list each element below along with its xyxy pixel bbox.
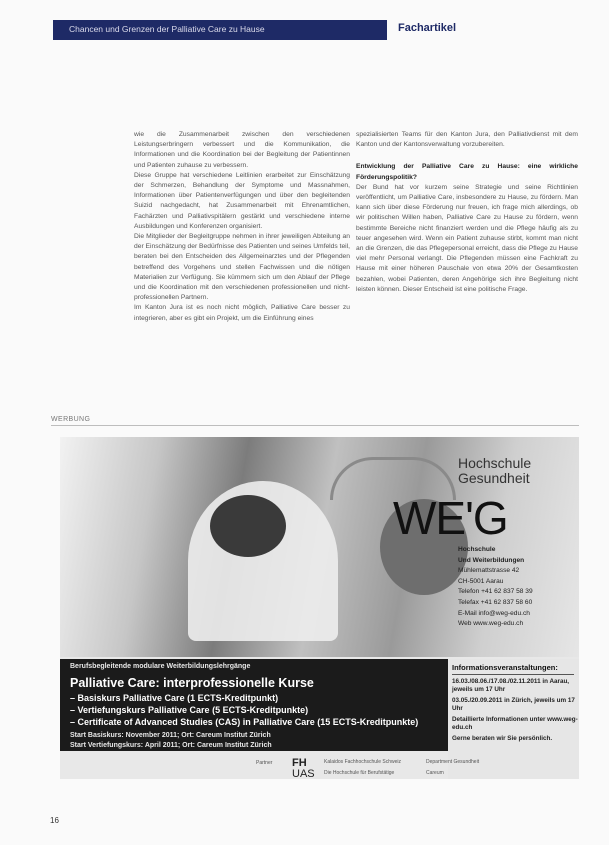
- ad-contact-line: Hochschule: [458, 546, 496, 553]
- article-paragraph: Im Kanton Jura ist es noch nicht möglich, Palliative Care besser zu integrieren, aber es gibt ein Projekt, um die Einführung eines: [134, 304, 350, 322]
- ad-info-title: Informationsveranstaltungen:: [452, 663, 558, 672]
- article-paragraph: Die Mitglieder der Begleitgruppe nehmen in ihrer jeweiligen Abteilung an der Einschätzung der Bedürfnisse des Patienten und seines Umfelds teil, beraten bei den Entscheiden des Allgemeinarztes und der Pflegenden betreffend des Vorgehens und stellen Fachwissen und die nötigen Materialien zur Verfügung. Sie kümmern sich um den Ablauf der Pflege und die Koordination mit den verschiedenen professionellen und nicht-professionellen Partnern.: [134, 233, 350, 302]
- article-paragraph: wie die Zusammenarbeit zwischen den verschiedenen Leistungserbringern verbessert und die Kommunikation, die Informationen und die Koordination bei der Begleitung der Patientinnen und Patienten zuhause zu verbessern.: [134, 131, 350, 169]
- ad-band-title: Palliative Care: interprofessionelle Kurse: [70, 676, 314, 690]
- ad-start-advanced: Start Vertiefungskurs: April 2011; Ort: Careum Institut Zürich: [70, 742, 272, 749]
- ad-footer-strip: [192, 758, 517, 780]
- ad-contact-line: CH-5001 Aarau: [458, 577, 504, 585]
- ad-info-item: 03.05./20.09.2011 in Zürich, jeweils um 17 Uhr: [452, 697, 575, 713]
- section-label: Fachartikel: [398, 22, 457, 34]
- ad-fh-sub: Die Hochschule für Berufstätige: [324, 770, 395, 776]
- fh-logo-top: FH: [292, 757, 307, 769]
- ad-contact-line: Web www.weg-edu.ch: [458, 620, 524, 628]
- ad-info-item: Gerne beraten wir Sie persönlich.: [452, 735, 553, 742]
- article-paragraph: spezialisierten Teams für den Kanton Jura, den Palliativdienst mit dem Kanton und der Kantonsverwaltung vorzubereiten.: [356, 131, 578, 149]
- ad-photo-hair: [210, 495, 286, 557]
- ad-fh-name: Kalaidos Fachhochschule Schweiz: [324, 759, 401, 765]
- article-paragraph: Der Bund hat vor kurzem seine Strategie und seine Richtlinien veröffentlicht, um Palliative Care, insbesondere zu Hause, zu fördern. Man kann sich über diese Förderung nur freuen, ich frage mich allerdings, ob wir politischen Willen haben, Palliative Care zu Hause zu fördern, wenn bestimmte Bereiche nicht finanziert werden und die Pflege häufig als zu teuer angesehen wird. Wenn ein Patient zuhause stirbt, kommt man nicht an die Grenzen, die das Pflegepersonal erreicht, dass die Pflege zu Hause viel mehr Personal verlangt. Die Pflegenden müssen eine Fachkraft zu Hause mit einer höheren Pauschale von etwa 20% der Gesamtkosten bezahlen, wobei Patienten, deren Angehörige sich ihre Begleitung nicht leisten können. Dieser Entscheid ist eine politische Frage.: [356, 183, 578, 293]
- ad-info-item: Detaillierte Informationen unter www.weg-edu.ch: [452, 716, 578, 732]
- ad-contact-line: E-Mail info@weg-edu.ch: [458, 609, 530, 617]
- fh-logo-bottom: UAS: [292, 768, 315, 780]
- ad-label: WERBUNG: [51, 416, 91, 423]
- ad-course-item: – Basiskurs Palliative Care (1 ECTS-Kreditpunkt): [70, 693, 279, 703]
- advertisement[interactable]: [60, 437, 579, 779]
- article-left-column: [134, 130, 350, 324]
- weg-logo: WE'G: [393, 492, 508, 544]
- ad-school-line1: Hochschule: [458, 455, 532, 471]
- ad-band-subtitle: Berufsbegleitende modulare Weiterbildungslehrgänge: [70, 663, 251, 670]
- ad-contact-line: Telefax +41 62 837 58 60: [458, 598, 533, 606]
- ad-course-item: – Vertiefungskurs Palliative Care (5 ECTS-Kreditpunkte): [70, 705, 309, 715]
- article-right-column: [356, 130, 578, 295]
- ad-contact-line: Telefon +41 62 837 58 39: [458, 588, 533, 596]
- header-title: Chancen und Grenzen der Palliative Care zu Hause: [69, 24, 265, 34]
- ad-course-item: – Certificate of Advanced Studies (CAS) in Palliative Care (15 ECTS-Kreditpunkte): [70, 717, 419, 727]
- ad-department: Department Gesundheit: [426, 759, 480, 765]
- ad-contact-line: Und Weiterbildungen: [458, 556, 525, 564]
- ad-contact-line: Mühlemattstrasse 42: [458, 567, 520, 575]
- page-number: 16: [50, 816, 59, 825]
- ad-careum: Careum: [426, 770, 444, 776]
- ad-start-basic: Start Basiskurs: November 2011; Ort: Careum Institut Zürich: [70, 732, 271, 739]
- ad-info-divider: [452, 674, 574, 675]
- header-bar: [53, 20, 387, 40]
- ad-info-item: 16.03./08.06./17.08./02.11.2011 in Aarau, jeweils um 17 Uhr: [452, 678, 570, 694]
- ad-school-line2: Gesundheit: [458, 470, 530, 486]
- article-subheading: Entwicklung der Palliative Care zu Hause: eine wirkliche Förderungspolitik?: [356, 163, 578, 181]
- ad-partner-label: Partner: [256, 760, 273, 766]
- ad-contact: [458, 545, 533, 630]
- article-paragraph: Diese Gruppe hat verschiedene Leitlinien erarbeitet zur Einschätzung der Schmerzen, Behandlung der Symptome und Massnahmen, Informationen über Patientenverfügungen und über den begleitenden Suizid nachgedacht, hat Zusammenarbeit mit Ehrenamtlichen, Fachärzten und Palliativspitälern gestärkt und verschiedene interne Ausbildungen und Konferenzen organisiert.: [134, 171, 350, 230]
- ad-divider: [51, 425, 579, 426]
